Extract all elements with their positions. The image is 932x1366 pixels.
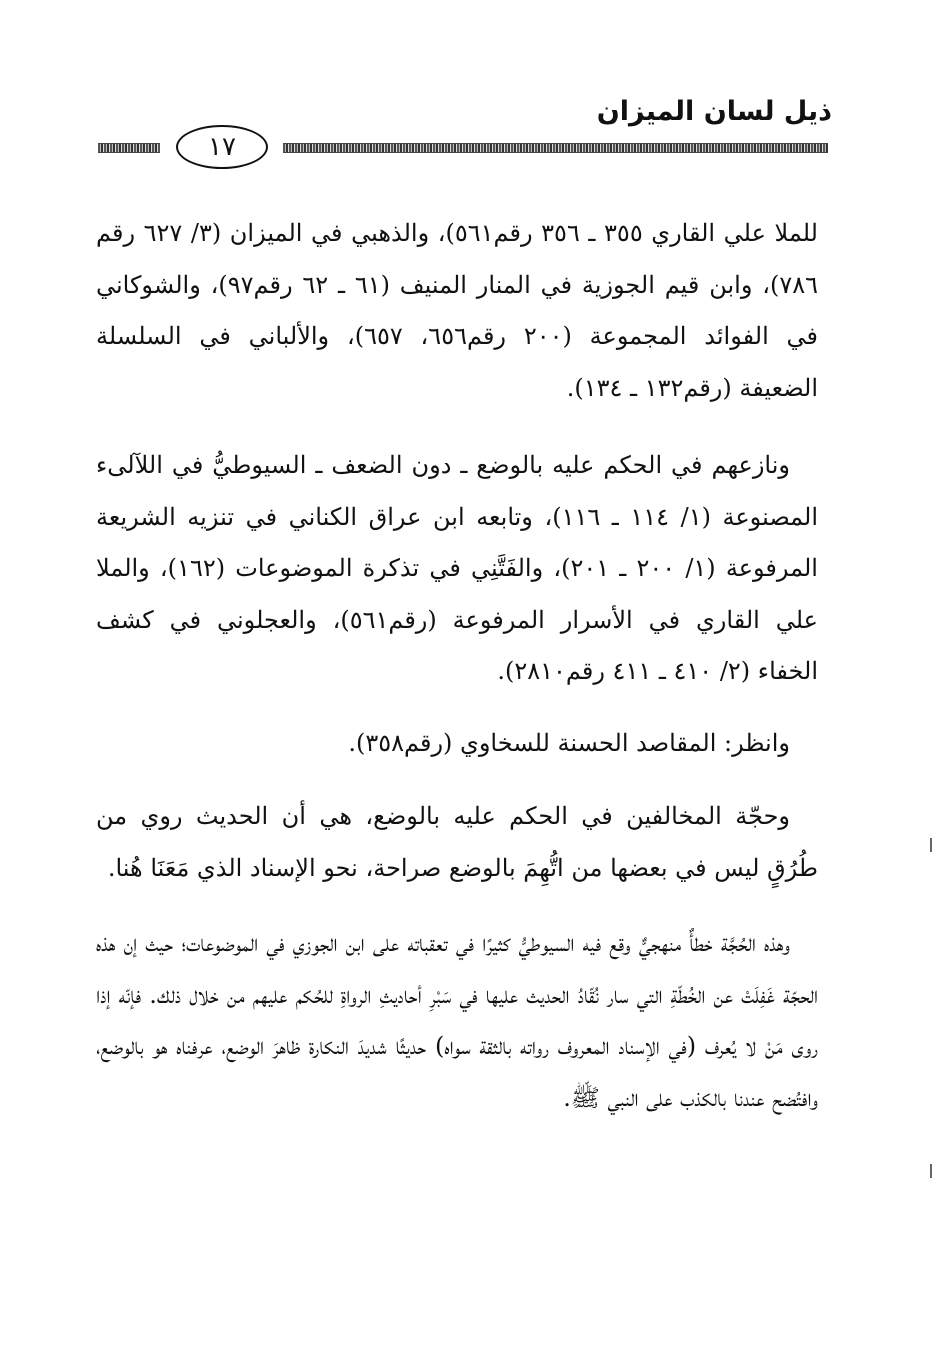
- page-number: ١٧: [176, 125, 268, 169]
- paragraph-5: وهذه الحُجَّة خطأٌ منهجيٌّ وقع فيه السيوطيُّ كثيرًا في تعقباته على ابن الجوزي في الموضوعات؛ حيث إن هذه الحجّة غَفِلَتْ عن الخُطّةِ التي سار نُقّادُ الحديث عليها في سَبْرِ أحاديثِ الرواةِ للحُكم عليهم من خلال ذلك. فإنّه إذا روى مَنْ لا يُعرف (في الإسناد المعروف رواته بالثقة سواه) حديثًا شديدَ النكارة ظاهرَ الوضع، عرفناه هو بالوضع، وافتُضح عندنا بالكذب على النبي ﷺ.: [96, 929, 818, 1112]
- body-text: [96, 208, 818, 1124]
- paragraph-4: وحجّة المخالفين في الحكم عليه بالوضع، هي أن الحديث روي من طُرُقٍ ليس في بعضها من اتُّهِمَ بالوضع صراحة، نحو الإسناد الذي مَعَنَا هُنا.: [96, 802, 818, 882]
- header-rule-right: [283, 143, 828, 153]
- header-rule-left: [98, 143, 160, 153]
- paragraph-2: ونازعهم في الحكم عليه بالوضع ـ دون الضعف ـ السيوطيُّ في اللآلىء المصنوعة (١/ ١١٤ ـ ١١٦)، وتابعه ابن عراق الكناني في تنزيه الشريعة المرفوعة (١/ ٢٠٠ ـ ٢٠١)، والفَتَّنِي في تذكرة الموضوعات (١٦٢)، والملا علي القاري في الأسرار المرفوعة (رقم٥٦١)، والعجلوني في كشف الخفاء (٢/ ٤١٠ ـ ٤١١ رقم٢٨١٠).: [96, 451, 819, 685]
- paragraph-1: للملا علي القاري ٣٥٥ ـ ٣٥٦ رقم٥٦١)، والذهبي في الميزان (٣/ ٦٢٧ رقم ٧٨٦)، وابن قيم الجوزية في المنار المنيف (٦١ ـ ٦٢ رقم٩٧)، والشوكاني في الفوائد المجموعة (٢٠٠ رقم٦٥٦، ٦٥٧)، والألباني في السلسلة الضعيفة (رقم١٣٢ ـ ١٣٤).: [96, 219, 819, 402]
- paragraph-3: وانظر: المقاصد الحسنة للسخاوي (رقم٣٥٨).: [348, 728, 790, 757]
- running-title: ذيل لسان الميزان: [596, 96, 832, 127]
